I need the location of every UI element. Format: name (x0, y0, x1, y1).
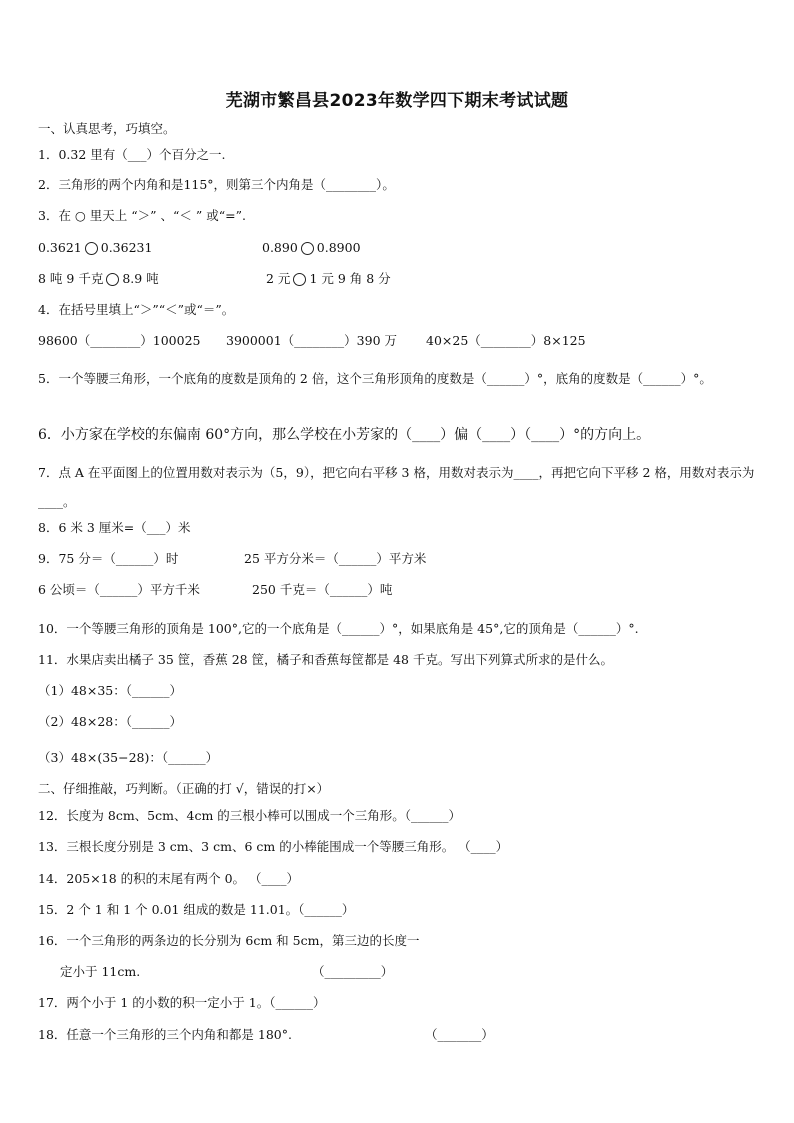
compare-circle-icon (301, 242, 314, 255)
compare-row-1b: 0.890 0.8900 (262, 240, 361, 255)
question-4: 4．在括号里填上“＞”“＜”或“＝”。 (38, 302, 235, 317)
question-11-3: （3）48×(35−28)：（______） (38, 750, 219, 765)
question-18: 18．任意一个三角形的三个内角和都是 180°. (38, 1027, 292, 1042)
question-9d: 250 千克＝（______）吨 (252, 582, 393, 597)
compare-circle-icon (85, 242, 98, 255)
question-1: 1．0.32 里有（___）个百分之一. (38, 147, 226, 162)
question-13: 13．三根长度分别是 3 cm、3 cm、6 cm 的小棒能围成一个等腰三角形。 （____） (38, 839, 509, 854)
question-8: 8．6 米 3 厘米=（___）米 (38, 520, 191, 535)
question-16: 16．一个三角形的两条边的长分别为 6cm 和 5cm，第三边的长度一 (38, 933, 420, 948)
question-6: 6．小方家在学校的东偏南 60°方向，那么学校在小芳家的（____）偏（____）（____）°的方向上。 (38, 427, 651, 443)
compare-row-1a: 0.3621 0.36231 (38, 240, 153, 255)
question-17: 17．两个小于 1 的小数的积一定小于 1。（______） (38, 995, 326, 1010)
compare-circle-icon (293, 273, 306, 286)
question-3: 3．在 ○ 里天上 “＞” 、“＜ ” 或“=”. (38, 208, 246, 223)
compare-row-2a: 8 吨 9 千克 8.9 吨 (38, 271, 159, 286)
question-11-2: （2）48×28：（______） (38, 714, 182, 729)
section-heading-2: 二、仔细推敲，巧判断。（正确的打 √，错误的打×） (38, 781, 330, 796)
question-4c: 40×25（________）8×125 (426, 333, 586, 348)
compare-circle-icon (106, 273, 119, 286)
question-15: 15．2 个 1 和 1 个 0.01 组成的数是 11.01。（______） (38, 902, 355, 917)
question-16-cont: 定小于 11cm. (60, 964, 141, 979)
question-2: 2．三角形的两个内角和是115°，则第三个内角是（________）。 (38, 177, 395, 192)
question-12: 12．长度为 8cm、5cm、4cm 的三根小棒可以围成一个三角形。（______） (38, 808, 462, 823)
question-18-answer: （_______） (425, 1027, 494, 1042)
question-4a: 98600（________）100025 (38, 333, 201, 348)
compare-row-2b: 2 元 1 元 9 角 8 分 (266, 271, 391, 286)
question-9a: 9．75 分＝（______）时 (38, 551, 179, 566)
section-heading-1: 一、认真思考，巧填空。 (38, 121, 176, 136)
question-7: 7．点 A 在平面图上的位置用数对表示为（5，9），把它向右平移 3 格，用数对表示为____，再把它向下平移 2 格，用数对表示为____。 (38, 465, 755, 509)
page-title: 芜湖市繁昌县2023年数学四下期末考试试题 (225, 91, 569, 111)
question-14: 14．205×18 的积的末尾有两个 0。 （____） (38, 871, 300, 886)
question-9c: 6 公顷＝（______）平方千米 (38, 582, 200, 597)
question-4b: 3900001（________）390 万 (226, 333, 398, 348)
question-16-answer: （_________） (312, 964, 394, 979)
question-11: 11．水果店卖出橘子 35 筐，香蕉 28 筐，橘子和香蕉每筐都是 48 千克。写出下列算式所求的是什么。 (38, 652, 613, 667)
question-5: 5．一个等腰三角形，一个底角的度数是顶角的 2 倍，这个三角形顶角的度数是（______）°，底角的度数是（______）°。 (38, 371, 712, 386)
question-10: 10．一个等腰三角形的顶角是 100°,它的一个底角是（______）°，如果底角是 45°,它的顶角是（______）°. (38, 621, 639, 636)
question-11-1: （1）48×35：（______） (38, 683, 182, 698)
question-9b: 25 平方分米＝（______）平方米 (244, 551, 427, 566)
